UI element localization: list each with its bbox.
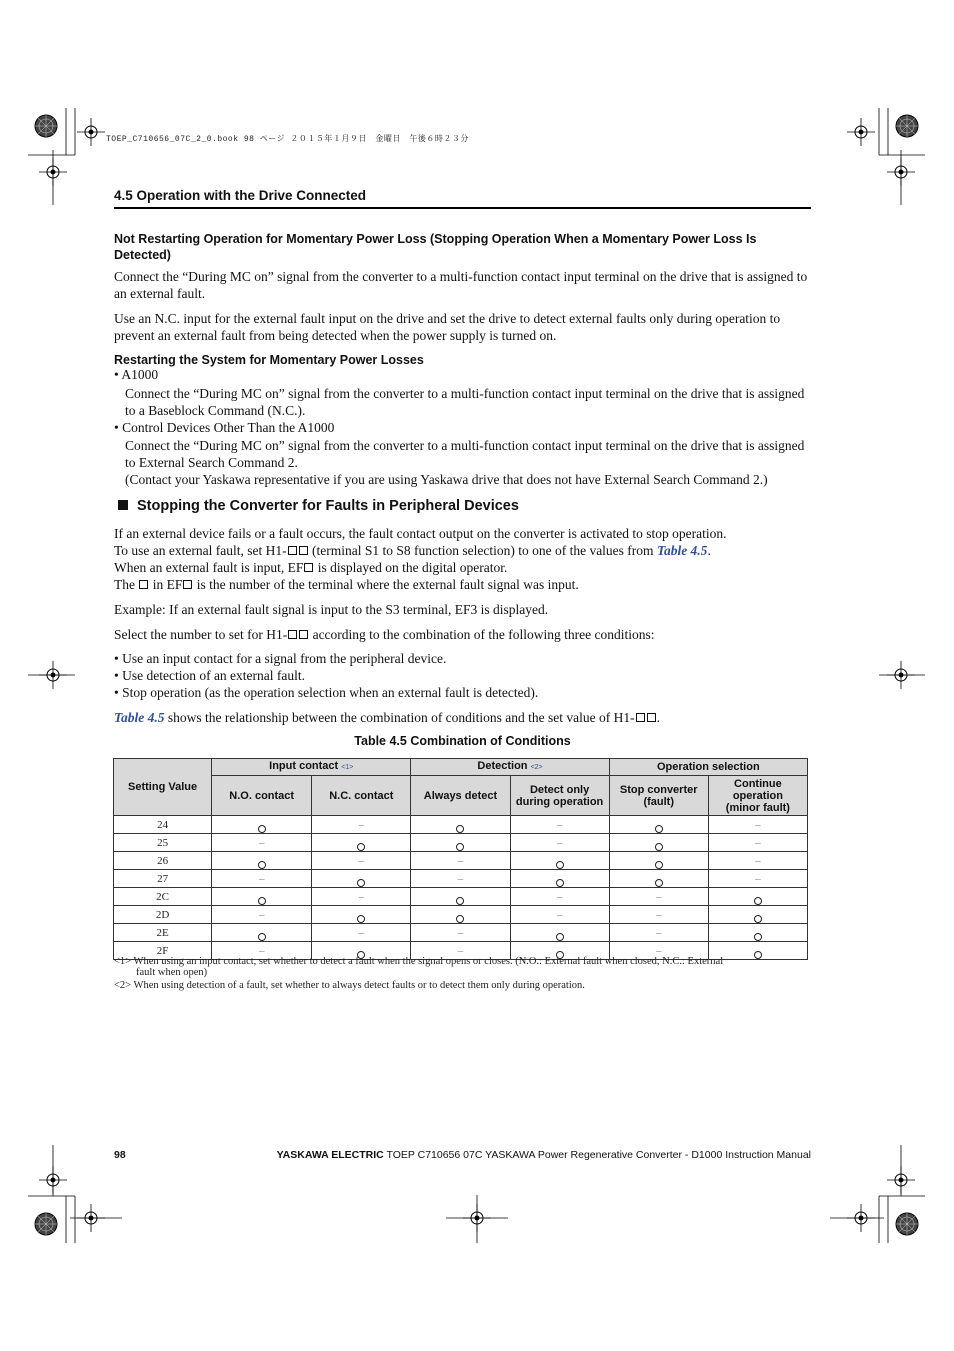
condition-yes-cell xyxy=(212,852,312,870)
circle-icon xyxy=(456,825,464,833)
circle-icon xyxy=(258,933,266,941)
placeholder-box-icon xyxy=(288,630,297,639)
dash-mark: – xyxy=(556,908,563,921)
circle-icon xyxy=(456,915,464,923)
stopping-example: Example: If an external fault signal is input to the S3 terminal, EF3 is displayed. xyxy=(114,602,549,617)
section-rule xyxy=(114,207,811,209)
col-setting-value: Setting Value xyxy=(114,759,212,816)
circle-icon xyxy=(556,879,564,887)
footnote-ref-1[interactable]: <1> xyxy=(341,764,354,771)
table-4-5-link[interactable]: Table 4.5 xyxy=(114,710,165,725)
setting-value-cell: 2D xyxy=(114,906,212,924)
footnote-1: <1> When using an input contact, set whether to detect a fault when the signal opens or closes. (N.O.: External fault when closed, N.C.: External fault when open) xyxy=(114,956,724,978)
condition-yes-cell xyxy=(312,834,411,852)
condition-yes-cell xyxy=(212,816,312,834)
condition-yes-cell xyxy=(411,834,510,852)
not-restarting-para-2: Use an N.C. input for the external fault input on the drive and set the drive to detect external faults only during operation to prevent an external fault from being detected when the power supply is turned on. xyxy=(114,311,781,343)
placeholder-box-icon xyxy=(288,546,297,555)
condition-yes-cell xyxy=(510,852,609,870)
stopping-heading xyxy=(118,498,519,514)
dash-mark: – xyxy=(655,890,662,903)
circle-icon xyxy=(456,897,464,905)
dash-mark: – xyxy=(655,908,662,921)
condition-no-cell xyxy=(411,852,510,870)
dash-mark: – xyxy=(755,818,761,831)
condition-no-cell xyxy=(708,816,807,834)
circle-icon xyxy=(754,933,762,941)
restarting-item-a1000-text: Connect the “During MC on” signal from the converter to a multi-function contact input terminal on the drive that is assigned to a Baseblock Command (N.C.). xyxy=(125,386,805,418)
setting-value-cell: 2F xyxy=(114,942,212,960)
dash-mark: – xyxy=(258,944,265,957)
circle-icon xyxy=(754,915,762,923)
table-4-5-link[interactable]: Table 4.5 xyxy=(656,543,708,558)
setting-value-cell: 2E xyxy=(114,924,212,942)
circle-icon xyxy=(357,843,365,851)
condition-no-cell xyxy=(312,924,411,942)
dash-mark: – xyxy=(457,926,464,939)
table-row xyxy=(114,870,808,888)
dash-mark: – xyxy=(755,872,761,885)
stopping-line-4: The in EF is the number of the terminal where the external fault signal was input. xyxy=(114,577,579,592)
page-number: 98 xyxy=(114,1149,126,1161)
condition-yes-cell xyxy=(609,816,708,834)
col-group-input-contact: Input contact <1> xyxy=(212,759,411,776)
dash-mark: – xyxy=(358,854,365,867)
square-bullet-icon xyxy=(118,500,128,510)
restarting-item-other-text: Connect the “During MC on” signal from the converter to a multi-function contact input terminal on the drive that is assigned to External Search Command 2. xyxy=(125,438,805,470)
circle-icon xyxy=(357,879,365,887)
setting-value-cell: 25 xyxy=(114,834,212,852)
condition-yes-cell xyxy=(411,888,510,906)
dash-mark: – xyxy=(358,926,365,939)
dash-mark: – xyxy=(457,944,464,957)
table-row xyxy=(114,834,808,852)
condition-yes-cell xyxy=(609,870,708,888)
col-group-detection: Detection <2> xyxy=(411,759,609,776)
circle-icon xyxy=(456,843,464,851)
condition-yes-cell xyxy=(212,924,312,942)
condition-no-cell xyxy=(212,834,312,852)
col-stop-converter: Stop converter (fault) xyxy=(609,776,708,816)
col-detect-during-operation: Detect only during operation xyxy=(510,776,609,816)
condition-yes-cell xyxy=(312,870,411,888)
placeholder-box-icon xyxy=(183,580,192,589)
setting-value-cell: 27 xyxy=(114,870,212,888)
condition-no-cell xyxy=(212,906,312,924)
file-header: TOEP_C710656_07C_2_0.book 98 ページ ２０１５年１月９日 金曜日 午後６時２３分 xyxy=(106,135,469,144)
circle-icon xyxy=(556,861,564,869)
placeholder-box-icon xyxy=(304,563,313,572)
stopping-select: Select the number to set for H1- according to the combination of the following three conditions: xyxy=(114,627,655,642)
restarting-item-other-note: (Contact your Yaskawa representative if you are using Yaskawa drive that does not have External Search Command 2.) xyxy=(125,472,768,487)
placeholder-box-icon xyxy=(299,546,308,555)
condition-no-cell xyxy=(609,906,708,924)
col-always-detect: Always detect xyxy=(411,776,510,816)
table-row xyxy=(114,888,808,906)
table-row xyxy=(114,816,808,834)
circle-icon xyxy=(655,843,663,851)
condition-yes-cell xyxy=(708,924,807,942)
footnote-ref-2[interactable]: <2> xyxy=(530,764,543,771)
circle-icon xyxy=(258,825,266,833)
stopping-line-1: If an external device fails or a fault occurs, the fault contact output on the converter is activated to stop operation. xyxy=(114,526,727,541)
dash-mark: – xyxy=(258,908,265,921)
condition-yes-cell xyxy=(312,906,411,924)
dash-mark: – xyxy=(258,872,265,885)
conditions-table xyxy=(113,758,808,960)
condition-yes-cell xyxy=(510,924,609,942)
col-no-contact: N.O. contact xyxy=(212,776,312,816)
setting-value-cell: 26 xyxy=(114,852,212,870)
condition-no-cell xyxy=(708,852,807,870)
condition-yes-cell xyxy=(411,816,510,834)
condition-bullet-1: • Use an input contact for a signal from the peripheral device. xyxy=(114,651,447,666)
condition-no-cell xyxy=(411,870,510,888)
col-nc-contact: N.C. contact xyxy=(312,776,411,816)
condition-yes-cell xyxy=(609,834,708,852)
restarting-item-other-label: • Control Devices Other Than the A1000 xyxy=(114,420,335,435)
condition-bullet-2: • Use detection of an external fault. xyxy=(114,668,306,683)
condition-yes-cell xyxy=(708,906,807,924)
condition-no-cell xyxy=(609,888,708,906)
placeholder-box-icon xyxy=(636,713,645,722)
not-restarting-heading: Not Restarting Operation for Momentary Power Loss (Stopping Operation When a Momentary Power Loss Is Detected) xyxy=(114,232,757,262)
circle-icon xyxy=(655,861,663,869)
condition-no-cell xyxy=(708,834,807,852)
restarting-item-a1000-label: • A1000 xyxy=(114,367,159,382)
dash-mark: – xyxy=(655,944,662,957)
dash-mark: – xyxy=(457,854,464,867)
table-row xyxy=(114,852,808,870)
dash-mark: – xyxy=(358,890,365,903)
stopping-heading-text: Stopping the Converter for Faults in Peripheral Devices xyxy=(137,498,519,514)
stopping-line-2: To use an external fault, set H1- (terminal S1 to S8 function selection) to one of the values from Table 4.5. xyxy=(114,543,711,558)
table-row xyxy=(114,906,808,924)
circle-icon xyxy=(258,861,266,869)
circle-icon xyxy=(357,915,365,923)
circle-icon xyxy=(655,879,663,887)
condition-no-cell xyxy=(708,870,807,888)
setting-value-cell: 24 xyxy=(114,816,212,834)
circle-icon xyxy=(258,897,266,905)
setting-value-cell: 2C xyxy=(114,888,212,906)
condition-no-cell xyxy=(609,924,708,942)
dash-mark: – xyxy=(556,836,563,849)
condition-yes-cell xyxy=(708,888,807,906)
dash-mark: – xyxy=(755,836,761,849)
restarting-heading: Restarting the System for Momentary Power Losses xyxy=(114,353,424,367)
dash-mark: – xyxy=(556,890,563,903)
condition-no-cell xyxy=(312,852,411,870)
footnote-2: <2> When using detection of a fault, set whether to always detect faults or to detect them only during operation. xyxy=(114,980,585,991)
condition-no-cell xyxy=(510,834,609,852)
condition-no-cell xyxy=(312,888,411,906)
condition-no-cell xyxy=(212,870,312,888)
placeholder-box-icon xyxy=(299,630,308,639)
stopping-line-3: When an external fault is input, EF is displayed on the digital operator. xyxy=(114,560,508,575)
col-continue-operation: Continue operation (minor fault) xyxy=(708,776,807,816)
condition-yes-cell xyxy=(411,906,510,924)
stopping-shows: Table 4.5 shows the relationship between the combination of conditions and the set value of H1- . xyxy=(114,710,661,725)
dash-mark: – xyxy=(655,926,662,939)
condition-yes-cell xyxy=(212,888,312,906)
circle-icon xyxy=(556,933,564,941)
circle-icon xyxy=(655,825,663,833)
condition-no-cell xyxy=(411,924,510,942)
dash-mark: – xyxy=(556,818,563,831)
condition-no-cell xyxy=(312,816,411,834)
placeholder-box-icon xyxy=(139,580,148,589)
condition-bullet-3: • Stop operation (as the operation selection when an external fault is detected). xyxy=(114,685,539,700)
table-caption: Table 4.5 Combination of Conditions xyxy=(354,734,571,748)
dash-mark: – xyxy=(755,854,761,867)
condition-no-cell xyxy=(510,816,609,834)
circle-icon xyxy=(754,897,762,905)
condition-yes-cell xyxy=(510,870,609,888)
condition-no-cell xyxy=(510,888,609,906)
not-restarting-para-1: Connect the “During MC on” signal from the converter to a multi-function contact input terminal on the drive that is assigned to an external fault. xyxy=(114,269,808,301)
dash-mark: – xyxy=(258,836,265,849)
condition-no-cell xyxy=(510,906,609,924)
footer-doc-title: YASKAWA ELECTRIC TOEP C710656 07C YASKAWA Power Regenerative Converter - D1000 Instruction Manual xyxy=(276,1149,811,1161)
table-row xyxy=(114,924,808,942)
section-heading: 4.5 Operation with the Drive Connected xyxy=(114,188,367,203)
dash-mark: – xyxy=(457,872,464,885)
dash-mark: – xyxy=(358,818,365,831)
placeholder-box-icon xyxy=(647,713,656,722)
col-group-operation-selection: Operation selection xyxy=(609,759,807,776)
condition-yes-cell xyxy=(609,852,708,870)
